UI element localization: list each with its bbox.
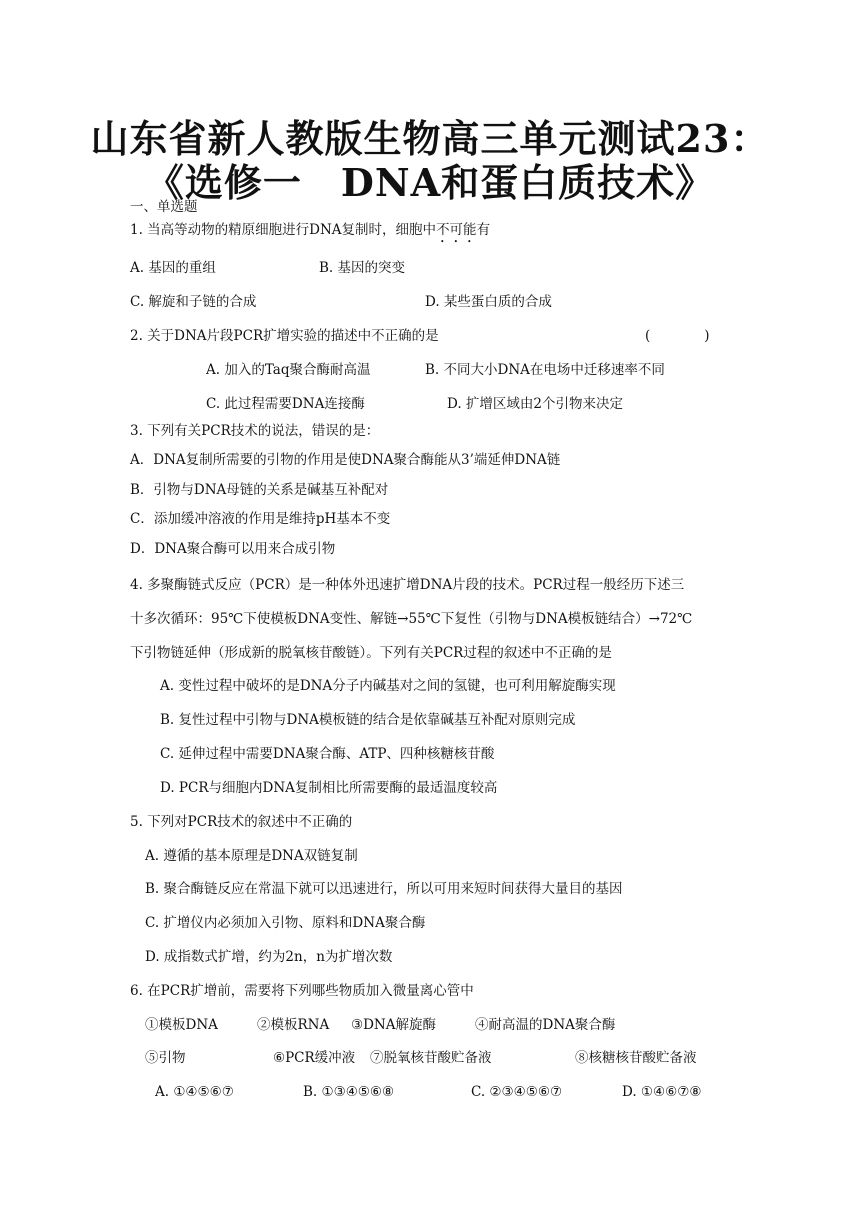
q6-item-3: ③DNA解旋酶 xyxy=(351,1017,436,1033)
q2-option-a: A. 加入的Taq聚合酶耐高温 xyxy=(206,362,371,378)
q5-option-a: A. 遵循的基本原理是DNA双链复制 xyxy=(145,848,358,864)
q1-stem xyxy=(130,221,490,246)
q5-stem: 5. 下列对PCR技术的叙述中不正确的 xyxy=(130,814,353,830)
q6-item-5: ⑤引物 xyxy=(145,1050,186,1066)
q6-item-2: ②模板RNA xyxy=(257,1017,330,1033)
q6-option-a: A. ①④⑤⑥⑦ xyxy=(155,1084,234,1100)
q3-option-b: B．引物与DNA母链的关系是碱基互补配对 xyxy=(130,482,389,498)
q6-item-4: ④耐高温的DNA聚合酶 xyxy=(475,1017,616,1033)
q6-item-6: ⑥PCR缓冲液 xyxy=(273,1050,356,1066)
q5-option-b: B. 聚合酶链反应在常温下就可以迅速进行，所以可用来短时间获得大量目的基因 xyxy=(145,881,623,897)
q6-option-c: C. ②③④⑤⑥⑦ xyxy=(471,1084,563,1100)
q2-stem: 2. 关于DNA片段PCR扩增实验的描述中不正确的是 xyxy=(130,328,439,344)
q1-option-a: A. 基因的重组 xyxy=(130,260,216,276)
q3-option-c: C．添加缓冲溶液的作用是维持pH基本不变 xyxy=(130,511,391,527)
q3-stem: 3. 下列有关PCR技术的说法，错误的是： xyxy=(130,423,380,439)
q4-stem-line-2: 十多次循环：95℃下使模板DNA变性、解链→55℃下复性（引物与DNA模板链结合）→72℃ xyxy=(130,611,693,627)
q2-option-d: D. 扩增区域由2个引物来决定 xyxy=(447,396,624,412)
q5-option-c: C. 扩增仪内必须加入引物、原料和DNA聚合酶 xyxy=(145,915,426,931)
q5-option-d: D. 成指数式扩增，约为2n，n为扩增次数 xyxy=(145,949,393,965)
q1-stem-a: 1. 当高等动物的精原细胞进行DNA复制时，细胞中 xyxy=(130,222,437,238)
q4-stem-line-3: 下引物链延伸（形成新的脱氧核苷酸链）。下列有关PCR过程的叙述中不正确的是 xyxy=(130,645,612,661)
q2-option-b: B. 不同大小DNA在电场中迁移速率不同 xyxy=(425,362,665,378)
q2-option-c: C. 此过程需要DNA连接酶 xyxy=(206,396,365,412)
q4-option-d: D. PCR与细胞内DNA复制相比所需要酶的最适温度较高 xyxy=(160,780,498,796)
q1-option-c: C. 解旋和子链的合成 xyxy=(130,294,257,310)
q1-option-b: B. 基因的突变 xyxy=(319,260,406,276)
q4-stem-line-1: 4. 多聚酶链式反应（PCR）是一种体外迅速扩增DNA片段的技术。PCR过程一般经历下述三 xyxy=(130,577,685,593)
q1-stem-c: 有 xyxy=(476,222,491,238)
q6-option-b: B. ①③④⑤⑥⑧ xyxy=(303,1084,395,1100)
q4-option-c: C. 延伸过程中需要DNA聚合酶、ATP、四种核糖核苷酸 xyxy=(160,746,495,762)
q6-item-7: ⑦脱氧核苷酸贮备液 xyxy=(370,1050,492,1066)
q6-item-8: ⑧核糖核苷酸贮备液 xyxy=(575,1050,697,1066)
q6-option-d: D. ①④⑥⑦⑧ xyxy=(622,1084,702,1100)
q3-option-a: A．DNA复制所需要的引物的作用是使DNA聚合酶能从3’端延伸DNA链 xyxy=(130,452,561,468)
q6-item-1: ①模板DNA xyxy=(145,1017,218,1033)
q1-stem-emphasis: 不可能 xyxy=(436,222,477,238)
q4-option-a: A. 变性过程中破坏的是DNA分子内碱基对之间的氢键，也可利用解旋酶实现 xyxy=(160,678,616,694)
q2-answer-paren: ( ) xyxy=(645,328,710,344)
section-heading: 一、单选题 xyxy=(130,199,198,215)
q1-option-d: D. 某些蛋白质的合成 xyxy=(425,294,552,310)
title-line-1: 山东省新人教版生物高三单元测试23： xyxy=(90,116,770,161)
title-line-2: 《选修一 DNA和蛋白质技术》 xyxy=(145,160,715,205)
q6-stem: 6. 在PCR扩增前，需要将下列哪些物质加入微量离心管中 xyxy=(130,983,474,999)
q4-option-b: B. 复性过程中引物与DNA模板链的结合是依靠碱基互补配对原则完成 xyxy=(160,712,576,728)
q3-option-d: D．DNA聚合酶可以用来合成引物 xyxy=(130,541,336,557)
